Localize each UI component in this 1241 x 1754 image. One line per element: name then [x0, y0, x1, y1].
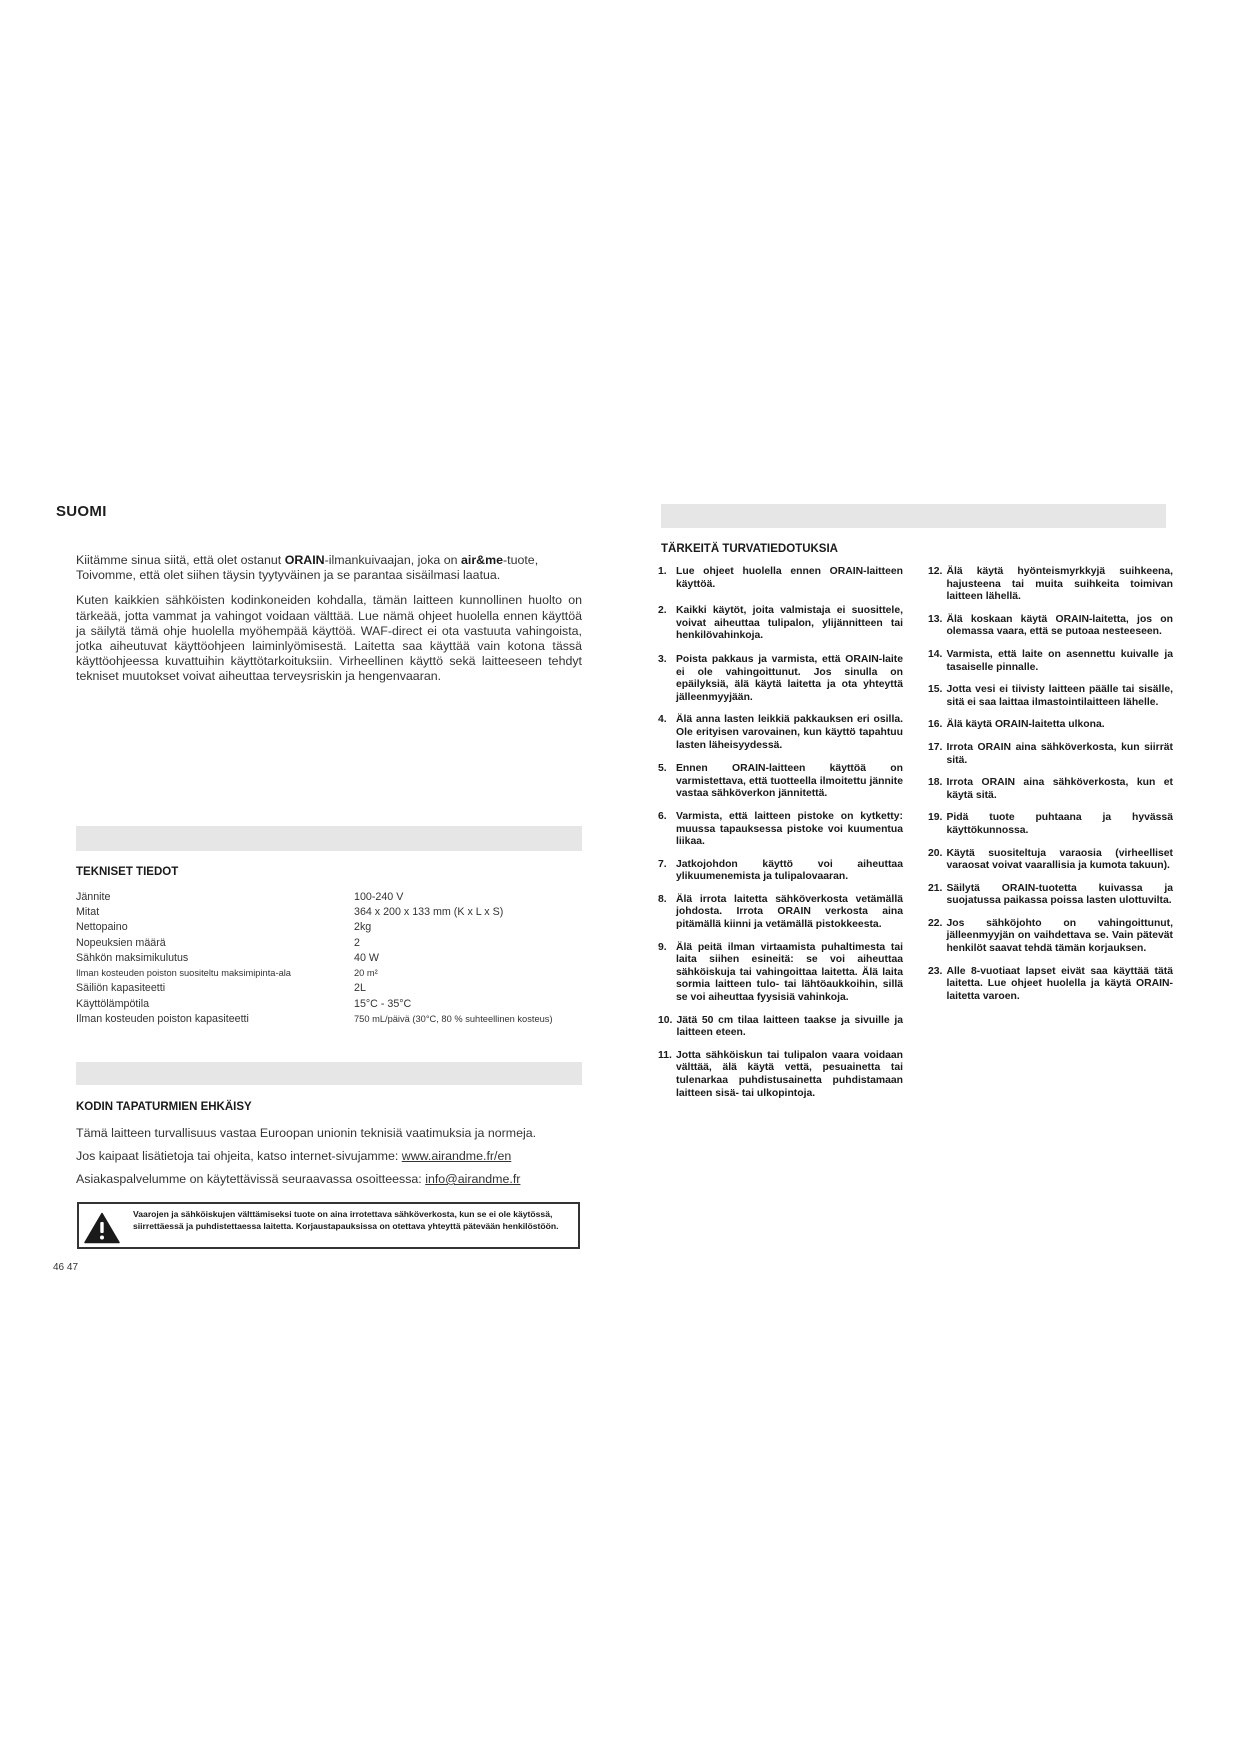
- list-item: 7. Jatkojohdon käyttö voi aiheuttaa ylikuumenemista ja tulipalovaaran.: [658, 858, 903, 883]
- spec-label: Sähkön maksimikulutus: [76, 951, 189, 964]
- list-item: 5. Ennen ORAIN-laitteen käyttöä on varmistettava, että tuotteella ilmoitettu jännite vastaa sähköverkon jännitettä.: [658, 763, 903, 800]
- brand-orain: ORAIN: [284, 553, 325, 567]
- list-item: 13. Älä koskaan käytä ORAIN-laitetta, jos on olemassa vaara, että se putoaa nesteeseen.: [928, 613, 1173, 638]
- spec-label: Säiliön kapasiteetti: [76, 982, 166, 995]
- table-row: [76, 996, 596, 1011]
- spec-label: Käyttölämpötila: [76, 997, 150, 1010]
- safety-list-column-1: [658, 566, 903, 1100]
- intro-text: [76, 553, 582, 695]
- list-item: 9. Älä peitä ilman virtaamista puhaltimesta tai laita siihen esineitä: se voi aiheuttaa sähköiskuja tai vahingoittaa laitetta. Älä laita sormia laitteen tulo- tai lähtöaukkoihin, sillä se voi aiheuttaa fyysisiä vahinkoja.: [658, 941, 903, 1004]
- spec-value: 40 W: [354, 951, 379, 964]
- list-item: 10. Jätä 50 cm tilaa laitteen taakse ja sivuille ja laitteen eteen.: [658, 1014, 903, 1039]
- spec-label: Nopeuksien määrä: [76, 936, 166, 949]
- list-item: 19. Pidä tuote puhtaana ja hyvässä käyttökunnossa.: [928, 812, 1173, 836]
- list-item: 22. Jos sähköjohto on vahingoittunut, jälleenmyyjän on vaihdettava se. Vain pätevät henkilöt saavat tehdä tämän korjauksen.: [928, 917, 1173, 955]
- warning-box: [77, 1202, 580, 1249]
- safety-section-bar: [661, 504, 1166, 528]
- table-row: [76, 889, 596, 904]
- spec-value: 364 x 200 x 133 mm (K x L x S): [354, 905, 504, 918]
- list-item: 12. Älä käytä hyönteismyrkkyjä suihkeena, hajusteena tai muita suihkeita toimivan laitteen lähellä.: [928, 566, 1173, 603]
- brand-airandme: air&me: [461, 553, 504, 567]
- list-item: 8. Älä irrota laitetta sähköverkosta vetämällä johdosta. Irrota ORAIN verkosta aina pitämällä kiinni ja vetämällä pistokkeesta.: [658, 893, 903, 931]
- accident-line-3: Asiakaspalvelumme on käytettävissä seuraavassa osoitteessa: info@airandme.fr: [76, 1172, 521, 1186]
- spec-value: 2L: [354, 982, 366, 995]
- intro-paragraph-1: Kiitämme sinua siitä, että olet ostanut ORAIN-ilmankuivaajan, joka on air&me-tuote, Toivomme, että olet siihen täysin tyytyväinen ja se parantaa sisäilmasi laatua.: [76, 553, 539, 583]
- list-item: 15. Jotta vesi ei tiivisty laitteen päälle tai sisälle, sitä ei saa laittaa ilmastointilaitteen lähelle.: [928, 684, 1173, 708]
- table-row: [76, 920, 596, 935]
- spec-value: 20 m²: [354, 968, 378, 979]
- safety-list-column-2: [928, 566, 1173, 1003]
- table-row: [76, 981, 596, 996]
- spec-label: Ilman kosteuden poiston kapasiteetti: [76, 1013, 249, 1026]
- table-row: [76, 935, 596, 950]
- table-row: [76, 965, 596, 980]
- list-item: 4. Älä anna lasten leikkiä pakkauksen eri osilla. Ole erityisen varovainen, kun käyttö tapahtuu lasten läheisyydessä.: [658, 714, 903, 751]
- tech-section-bar: [76, 826, 582, 851]
- list-item: 20. Käytä suositeltuja varaosia (virheelliset varaosat voivat vaarallisia ja kumota takuun).: [928, 847, 1173, 872]
- spec-value: 2kg: [354, 921, 372, 934]
- intro-paragraph-2: Kuten kaikkien sähköisten kodinkoneiden kohdalla, tämän laitteen kunnollinen huolto on tärkeää, jotta vammat ja vahingot voidaan välttää. Lue nämä ohjeet huolella ennen käyttöä ja säilytä tämä ohje huolella myöhempää käyttöä. WAF-direct ei ota vastuuta vahingoista, jotka aiheutuvat käyttöohjeen laiminlyömisestä. Laitetta saa käyttää vain kotona tässä käyttöohjeessa kuvattuihin käyttötarkoituksiin. Virheellinen käyttö sekä laitteeseen tehdyt tekniset muutokset voivat aiheuttaa terveysriskin ja hengenvaaran.: [76, 593, 582, 684]
- list-item: 16. Älä käytä ORAIN-laitetta ulkona.: [928, 719, 1105, 731]
- tech-specs-table: [76, 889, 596, 1027]
- list-item: 14. Varmista, että laite on asennettu kuivalle ja tasaiselle pinnalle.: [928, 648, 1173, 673]
- warning-text: Vaarojen ja sähköiskujen välttämiseksi tuote on aina irrotettava sähköverkosta, kun se ei ole käytössä, siirrettäessä ja puhdistettaessa laitetta. Korjaustapauksissa on otettava yhteyttä pätevään henkilöstöön.: [133, 1209, 559, 1231]
- table-row: [76, 950, 596, 965]
- email-link[interactable]: info@airandme.fr: [425, 1172, 521, 1186]
- page-numbers: 46 47: [53, 1262, 79, 1273]
- spec-value: 15°C - 35°C: [354, 997, 412, 1010]
- spec-value: 2: [354, 936, 360, 949]
- list-item: 23. Alle 8-vuotiaat lapset eivät saa käyttää tätä laitetta. Lue ohjeet huolella ja käytä ORAIN-laitetta varoen.: [928, 965, 1173, 1002]
- spec-value: 100-240 V: [354, 890, 404, 903]
- accident-prevention-heading: KODIN TAPATURMIEN EHKÄISY: [76, 1101, 252, 1113]
- list-item: 17. Irrota ORAIN aina sähköverkosta, kun siirrät sitä.: [928, 741, 1173, 766]
- accident-line-2: Jos kaipaat lisätietoja tai ohjeita, katso internet-sivujamme: www.airandme.fr/en: [76, 1149, 512, 1163]
- list-item: 1. Lue ohjeet huolella ennen ORAIN-laitteen käyttöä.: [658, 566, 903, 590]
- spec-label: Jännite: [76, 890, 111, 903]
- table-row: [76, 1011, 596, 1026]
- spec-value: 750 mL/päivä (30°C, 80 % suhteellinen kosteus): [354, 1014, 553, 1025]
- warning-triangle-icon: [84, 1212, 120, 1244]
- language-title: SUOMI: [56, 503, 107, 520]
- spec-label: Nettopaino: [76, 921, 128, 934]
- website-link[interactable]: www.airandme.fr/en: [401, 1149, 512, 1163]
- list-item: 2. Kaikki käytöt, joita valmistaja ei suosittele, voivat aiheuttaa tulipalon, ylijännitteen tai henkilövahinkoja.: [658, 605, 903, 642]
- list-item: 21. Säilytä ORAIN-tuotetta kuivassa ja suojatussa paikassa poissa lasten ulottuvilta.: [928, 882, 1173, 907]
- table-row: [76, 904, 596, 919]
- spec-label: Mitat: [76, 905, 100, 918]
- accident-section-bar: [76, 1062, 582, 1085]
- safety-heading: TÄRKEITÄ TURVATIEDOTUKSIA: [661, 543, 838, 555]
- tech-specs-heading: TEKNISET TIEDOT: [76, 866, 179, 878]
- accident-prevention-text: [76, 1125, 596, 1194]
- list-item: 3. Poista pakkaus ja varmista, että ORAIN-laite ei ole vahingoittunut. Jos sinulla on epäilyksiä, älä käytä laitetta ja ota yhteyttä jälleenmyyjään.: [658, 653, 903, 703]
- list-item: 11. Jotta sähköiskun tai tulipalon vaara voidaan välttää, älä käytä vettä, pesuainetta tai tulenarkaa puhdistusainetta puhdistamaan laitteen sisä- tai ulkopintoja.: [658, 1049, 903, 1099]
- list-item: 6. Varmista, että laitteen pistoke on kytketty: muussa tapauksessa pistoke voi kuumentua liikaa.: [658, 810, 903, 848]
- list-item: 18. Irrota ORAIN aina sähköverkosta, kun et käytä sitä.: [928, 777, 1173, 801]
- spec-label: Ilman kosteuden poiston suositeltu maksimipinta-ala: [76, 968, 291, 979]
- accident-line-1: Tämä laitteen turvallisuus vastaa Euroopan unionin teknisiä vaatimuksia ja normeja.: [76, 1126, 537, 1140]
